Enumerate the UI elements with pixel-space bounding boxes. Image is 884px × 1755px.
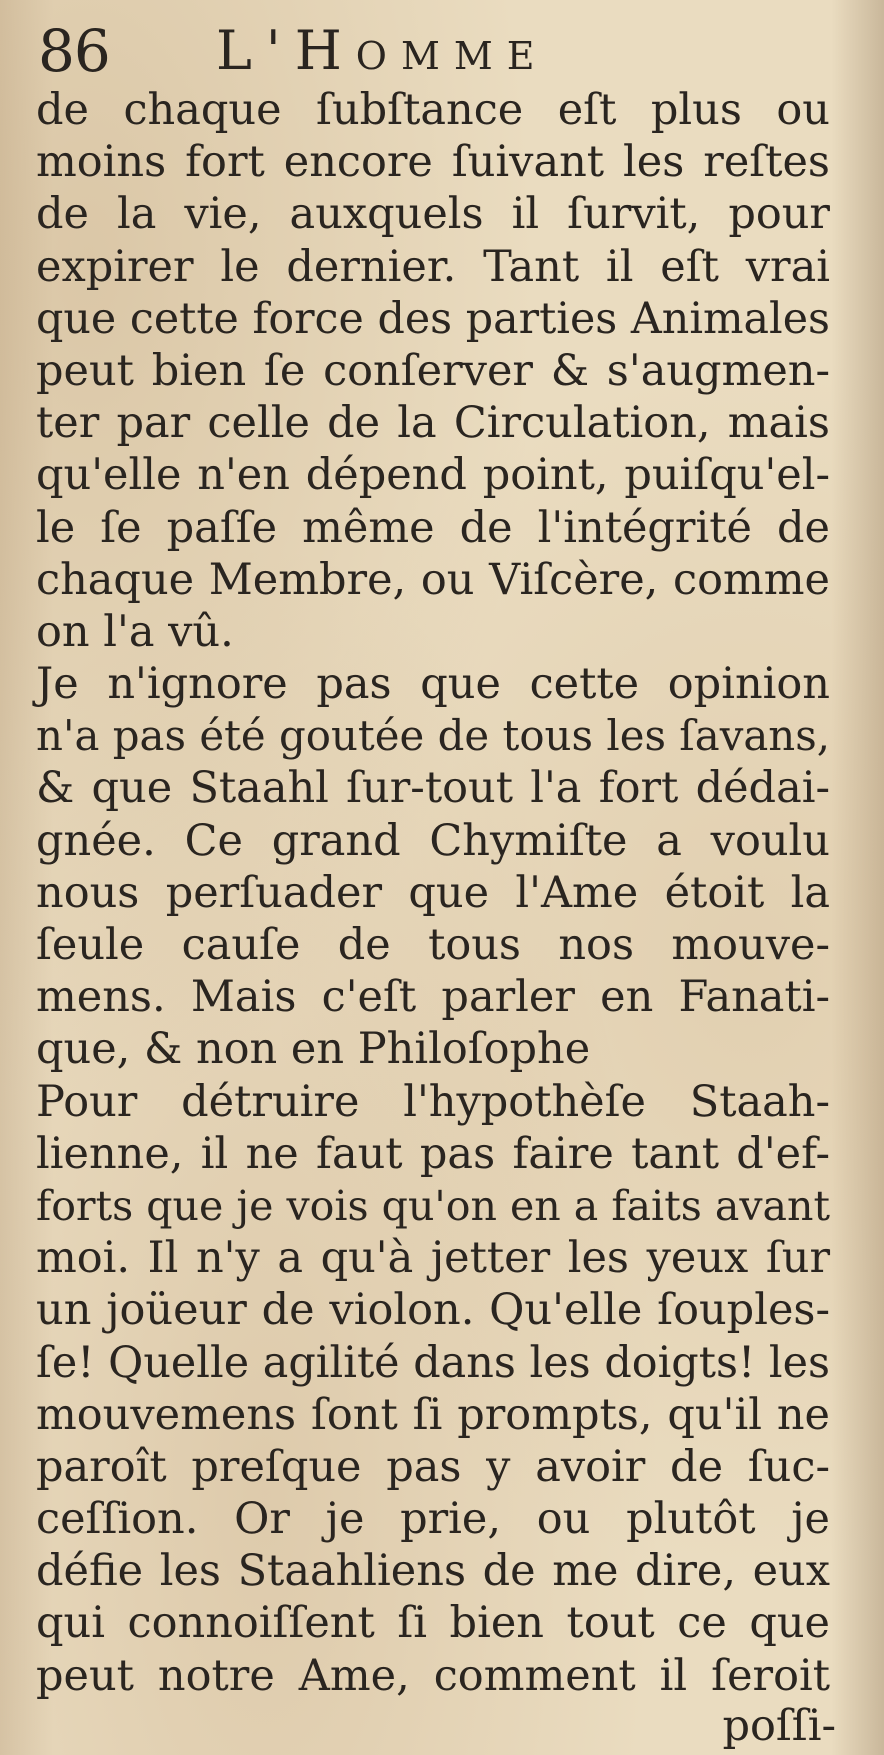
text-line: qui connoiſſent ſi bien tout ce que	[36, 1598, 830, 1649]
text-line: gnée. Ce grand Chymiſte a voulu	[36, 815, 830, 866]
page-header	[38, 12, 878, 92]
text-line: mouvemens ſont ſi prompts, qu'il ne	[36, 1389, 830, 1440]
text-line: défie les Staahliens de me dire, eux	[36, 1546, 830, 1597]
text-line: forts que je vois qu'on en a faits avant	[36, 1181, 830, 1230]
text-line: paroît preſque pas y avoir de ſuc-	[36, 1441, 830, 1492]
text-line: Pour détruire l'hypothèſe Staah-	[36, 1076, 830, 1127]
catchword: poſſi-	[722, 1701, 836, 1751]
text-line: qu'elle n'en dépend point, puiſqu'el-	[36, 450, 830, 501]
text-line: un joüeur de violon. Qu'elle ſouples-	[36, 1285, 830, 1336]
paragraph-end-line: on l'a vû.	[36, 606, 234, 657]
body-text	[36, 84, 830, 1702]
text-line: de la vie, auxquels il ſurvit, pour	[36, 189, 830, 240]
text-line: chaque Membre, ou Viſcère, comme	[36, 554, 830, 605]
text-line: que cette force des parties Animales	[36, 293, 830, 344]
page-number: 86	[38, 17, 110, 85]
text-line: moins fort encore ſuivant les reſtes	[36, 137, 830, 188]
text-line: ſeule cauſe de tous nos mouve-	[36, 920, 830, 970]
text-line: ſe! Quelle agilité dans les doigts! les	[36, 1337, 830, 1388]
text-line: & que Staahl ſur-tout l'a fort dédai-	[36, 763, 830, 814]
text-line: peut notre Ame, comment il ſeroit	[36, 1650, 830, 1701]
text-line: le ſe paſſe même de l'intégrité de	[36, 502, 830, 553]
text-line: lienne, il ne faut pas faire tant d'ef-	[36, 1128, 830, 1179]
text-line: expirer le dernier. Tant il eſt vrai	[36, 241, 830, 292]
text-line: Je n'ignore pas que cette opinion	[36, 659, 830, 710]
text-line: ceſſion. Or je prie, ou plutôt je	[36, 1494, 830, 1545]
running-head: L'Homme	[216, 19, 549, 82]
text-line: moi. Il n'y a qu'à jetter les yeux ſur	[36, 1233, 830, 1284]
text-line: ter par celle de la Circulation, mais	[36, 398, 830, 449]
text-line: de chaque ſubſtance eſt plus ou	[36, 85, 830, 135]
text-line: mens. Mais c'eſt parler en Fanati-	[36, 972, 830, 1023]
text-line: n'a pas été goutée de tous les ſavans,	[36, 711, 830, 761]
text-line: peut bien ſe conſerver & s'augmen-	[36, 345, 830, 396]
text-line: nous perſuader que l'Ame étoit la	[36, 867, 830, 918]
paragraph-end-line: que, & non en Philoſophe	[36, 1024, 591, 1075]
